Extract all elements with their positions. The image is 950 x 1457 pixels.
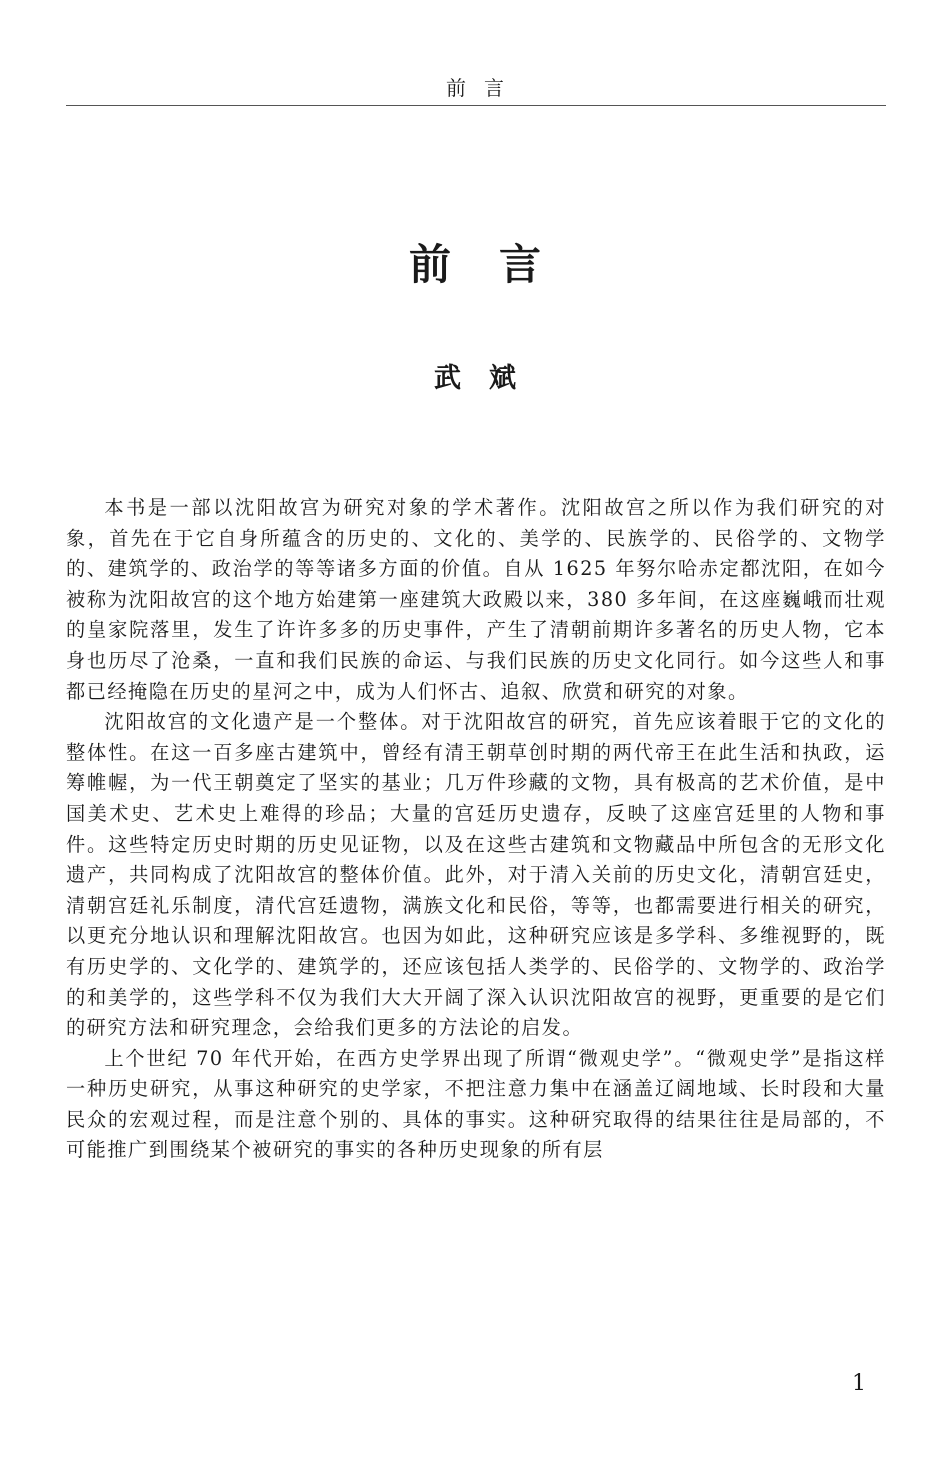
- paragraph-1: 本书是一部以沈阳故宫为研究对象的学术著作。沈阳故宫之所以作为我们研究的对象，首先在于它自身所蕴含的历史的、文化的、美学的、民族学的、民俗学的、文物学的、建筑学的、政治学的等等诸多方面的价值。自从 1625 年努尔哈赤定都沈阳，在如今被称为沈阳故宫的这个地方始建第一座建筑大政殿以来，380 多年间，在这座巍峨而壮观的皇家院落里，发生了许许多多的历史事件，产生了清朝前期许多著名的历史人物，它本身也历尽了沧桑，一直和我们民族的命运、与我们民族的历史文化同行。如今这些人和事都已经掩隐在历史的星河之中，成为人们怀古、追叙、欣赏和研究的对象。: [66, 496, 886, 703]
- author-name: 武斌: [434, 363, 544, 394]
- paragraph-2: 沈阳故宫的文化遗产是一个整体。对于沈阳故宫的研究，首先应该着眼于它的文化的整体性。在这一百多座古建筑中，曾经有清王朝草创时期的两代帝王在此生活和执政，运筹帷幄，为一代王朝奠定了坚实的基业；几万件珍藏的文物，具有极高的艺术价值，是中国美术史、艺术史上难得的珍品；大量的宫廷历史遗存，反映了这座宫廷里的人物和事件。这些特定历史时期的历史见证物，以及在这些古建筑和文物藏品中所包含的无形文化遗产，共同构成了沈阳故宫的整体价值。此外，对于清入关前的历史文化，清朝宫廷史，清朝宫廷礼乐制度，清代宫廷遗物，满族文化和民俗，等等，也都需要进行相关的研究，以更充分地认识和理解沈阳故宫。也因为如此，这种研究应该是多学科、多维视野的，既有历史学的、文化学的、建筑学的，还应该包括人类学的、民俗学的、文物学的、政治学的和美学的，这些学科不仅为我们大大开阔了深入认识沈阳故宫的视野，更重要的是它们的研究方法和研究理念，会给我们更多的方法论的启发。: [66, 710, 886, 1040]
- page-number: 1: [852, 1371, 866, 1396]
- running-header: 前言: [446, 76, 522, 100]
- paragraph-3: 上个世纪 70 年代开始，在西方史学界出现了所谓“微观史学”。“微观史学”是指这样一种历史研究，从事这种研究的史学家，不把注意力集中在涵盖辽阔地域、长时段和大量民众的宏观过程，而是注意个别的、具体的事实。这种研究取得的结果往往是局部的，不可能推广到围绕某个被研究的事实的各种历史现象的所有层: [66, 1046, 886, 1162]
- body-text: [66, 493, 886, 1166]
- chapter-title: 前言: [408, 240, 589, 289]
- header-rule: [66, 105, 886, 106]
